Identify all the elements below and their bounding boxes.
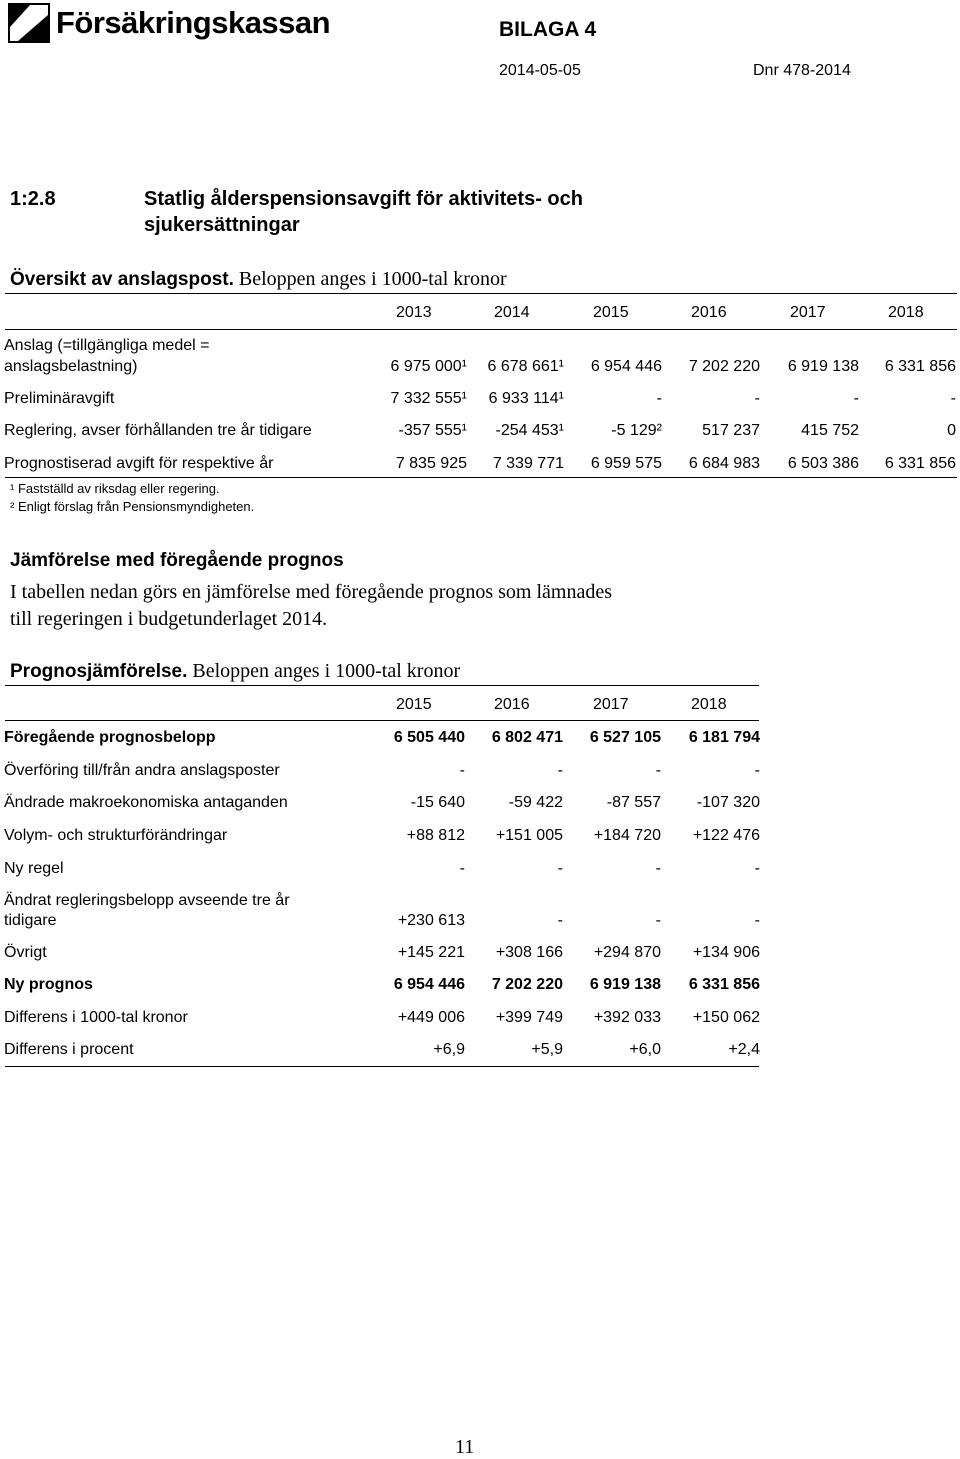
comparison-caption-bold: Prognosjämförelse.	[10, 661, 188, 682]
comparison-caption-rule	[5, 685, 759, 686]
row-label: Föregående prognosbelopp	[4, 729, 216, 746]
overview-year-2015: 2015	[593, 304, 629, 321]
row-value: +151 005	[495, 827, 563, 844]
row-value: -5 129²	[611, 422, 662, 439]
row-value: 6 331 856	[884, 455, 956, 472]
footnote-2: ² Enligt förslag från Pensionsmyndigheten.	[10, 499, 255, 514]
row-value: +122 476	[692, 827, 760, 844]
row-value: -59 422	[508, 794, 563, 811]
row-value: 6 959 575	[590, 455, 662, 472]
row-label: Ändrat regleringsbelopp avseende tre år	[4, 892, 290, 909]
row-value: -	[557, 912, 563, 929]
row-value: +88 812	[406, 827, 465, 844]
overview-header-rule	[5, 329, 957, 330]
row-value: 6 975 000¹	[390, 358, 467, 375]
row-value: 6 331 856	[688, 976, 760, 993]
row-value: -15 640	[410, 794, 465, 811]
bilaga-label: BILAGA 4	[499, 18, 597, 41]
row-value: -87 557	[606, 794, 661, 811]
overview-year-2014: 2014	[494, 304, 530, 321]
overview-caption	[10, 268, 507, 291]
comparison-intro-line2: till regeringen i budgetunderlaget 2014.	[10, 608, 328, 630]
row-value: -	[754, 860, 760, 877]
row-value: 6 933 114¹	[488, 390, 564, 407]
row-value: 7 339 771	[492, 455, 564, 472]
row-value: 6 954 446	[590, 358, 662, 375]
row-value: 517 237	[702, 422, 760, 439]
row-value: -	[656, 390, 662, 407]
section-title-line1: Statlig ålderspensionsavgift för aktivitets- och	[144, 188, 583, 210]
document-dnr: Dnr 478-2014	[753, 62, 851, 79]
row-value: 7 202 220	[688, 358, 760, 375]
row-label-line2: anslagsbelastning)	[4, 358, 138, 375]
row-value: 6 527 105	[589, 729, 661, 746]
comparison-intro-line1: I tabellen nedan görs en jämförelse med föregående prognos som lämnades	[10, 581, 613, 603]
row-label: Överföring till/från andra anslagsposter	[4, 762, 280, 779]
row-value: +150 062	[692, 1009, 760, 1026]
row-value: +5,9	[531, 1041, 563, 1058]
row-value: 7 202 220	[491, 976, 563, 993]
overview-caption-rest: Beloppen anges i 1000-tal kronor	[233, 268, 507, 290]
row-value: +134 906	[692, 944, 760, 961]
row-value: 6 503 386	[787, 455, 859, 472]
row-label: Ny regel	[4, 860, 64, 877]
row-value: 6 684 983	[688, 455, 760, 472]
row-value: 7 332 555¹	[390, 390, 467, 407]
logo-text: Försäkringskassan	[56, 5, 331, 40]
row-value: +6,9	[433, 1041, 465, 1058]
row-value: -	[655, 762, 661, 779]
row-value: -254 453¹	[495, 422, 564, 439]
row-label: Anslag (=tillgängliga medel =	[4, 337, 210, 354]
row-value: 6 919 138	[787, 358, 859, 375]
comparison-bottom-rule	[5, 1066, 759, 1067]
row-value: 6 331 856	[884, 358, 956, 375]
row-value: 0	[947, 422, 956, 439]
row-value: 6 802 471	[491, 729, 563, 746]
logo	[8, 3, 330, 43]
row-value: +2,4	[728, 1041, 760, 1058]
row-value: -	[754, 762, 760, 779]
overview-bottom-rule	[5, 477, 957, 478]
row-value: -	[853, 390, 859, 407]
overview-year-2016: 2016	[691, 304, 727, 321]
row-value: 6 954 446	[393, 976, 465, 993]
comparison-year-2015: 2015	[396, 696, 432, 713]
row-value: +184 720	[593, 827, 661, 844]
row-value: +230 613	[397, 912, 465, 929]
row-value: 6 181 794	[688, 729, 760, 746]
row-value: +294 870	[593, 944, 661, 961]
comparison-caption-rest: Beloppen anges i 1000-tal kronor	[187, 660, 461, 682]
row-value: +399 749	[495, 1009, 563, 1026]
row-value: +308 166	[495, 944, 563, 961]
row-value: 415 752	[801, 422, 859, 439]
row-value: 6 919 138	[589, 976, 661, 993]
row-value: 6 678 661¹	[487, 358, 564, 375]
overview-caption-rule	[5, 293, 957, 294]
row-value: -	[754, 912, 760, 929]
row-value: -	[655, 860, 661, 877]
row-value: -	[754, 390, 760, 407]
row-value: +6,0	[629, 1041, 661, 1058]
comparison-header-rule	[5, 720, 759, 721]
row-value: -	[459, 860, 465, 877]
row-value: 7 835 925	[395, 455, 467, 472]
row-label: Differens i procent	[4, 1041, 134, 1058]
row-label: Differens i 1000-tal kronor	[4, 1009, 188, 1026]
row-value: -357 555¹	[398, 422, 467, 439]
page-number: 11	[455, 1436, 475, 1458]
row-label: Reglering, avser förhållanden tre år tidigare	[4, 422, 312, 439]
row-value: +449 006	[397, 1009, 465, 1026]
row-label: Volym- och strukturförändringar	[4, 827, 228, 844]
row-label: Övrigt	[4, 944, 47, 961]
comparison-year-2018: 2018	[691, 696, 727, 713]
row-label-line2: tidigare	[4, 912, 57, 929]
row-value: -107 320	[696, 794, 760, 811]
row-value: +145 221	[397, 944, 465, 961]
forsakringskassan-logo-icon	[8, 3, 50, 43]
document-date: 2014-05-05	[499, 62, 581, 79]
row-label: Preliminäravgift	[4, 390, 115, 407]
comparison-heading: Jämförelse med föregående prognos	[10, 550, 344, 571]
row-value: -	[459, 762, 465, 779]
row-label: Ändrade makroekonomiska antaganden	[4, 794, 288, 811]
overview-year-2017: 2017	[790, 304, 826, 321]
row-value: -	[950, 390, 956, 407]
row-value: -	[557, 860, 563, 877]
overview-caption-bold: Översikt av anslagspost.	[10, 269, 234, 290]
row-value: -	[655, 912, 661, 929]
overview-year-2018: 2018	[888, 304, 924, 321]
comparison-year-2016: 2016	[494, 696, 530, 713]
comparison-caption	[10, 660, 460, 683]
section-number: 1:2.8	[10, 188, 56, 210]
row-value: -	[557, 762, 563, 779]
section-title-line2: sjukersättningar	[144, 214, 300, 236]
comparison-year-2017: 2017	[593, 696, 629, 713]
footnote-1: ¹ Fastställd av riksdag eller regering.	[10, 481, 220, 496]
row-label: Ny prognos	[4, 976, 93, 993]
row-label: Prognostiserad avgift för respektive år	[4, 455, 274, 472]
row-value: +392 033	[593, 1009, 661, 1026]
overview-year-2013: 2013	[396, 304, 432, 321]
row-value: 6 505 440	[393, 729, 465, 746]
